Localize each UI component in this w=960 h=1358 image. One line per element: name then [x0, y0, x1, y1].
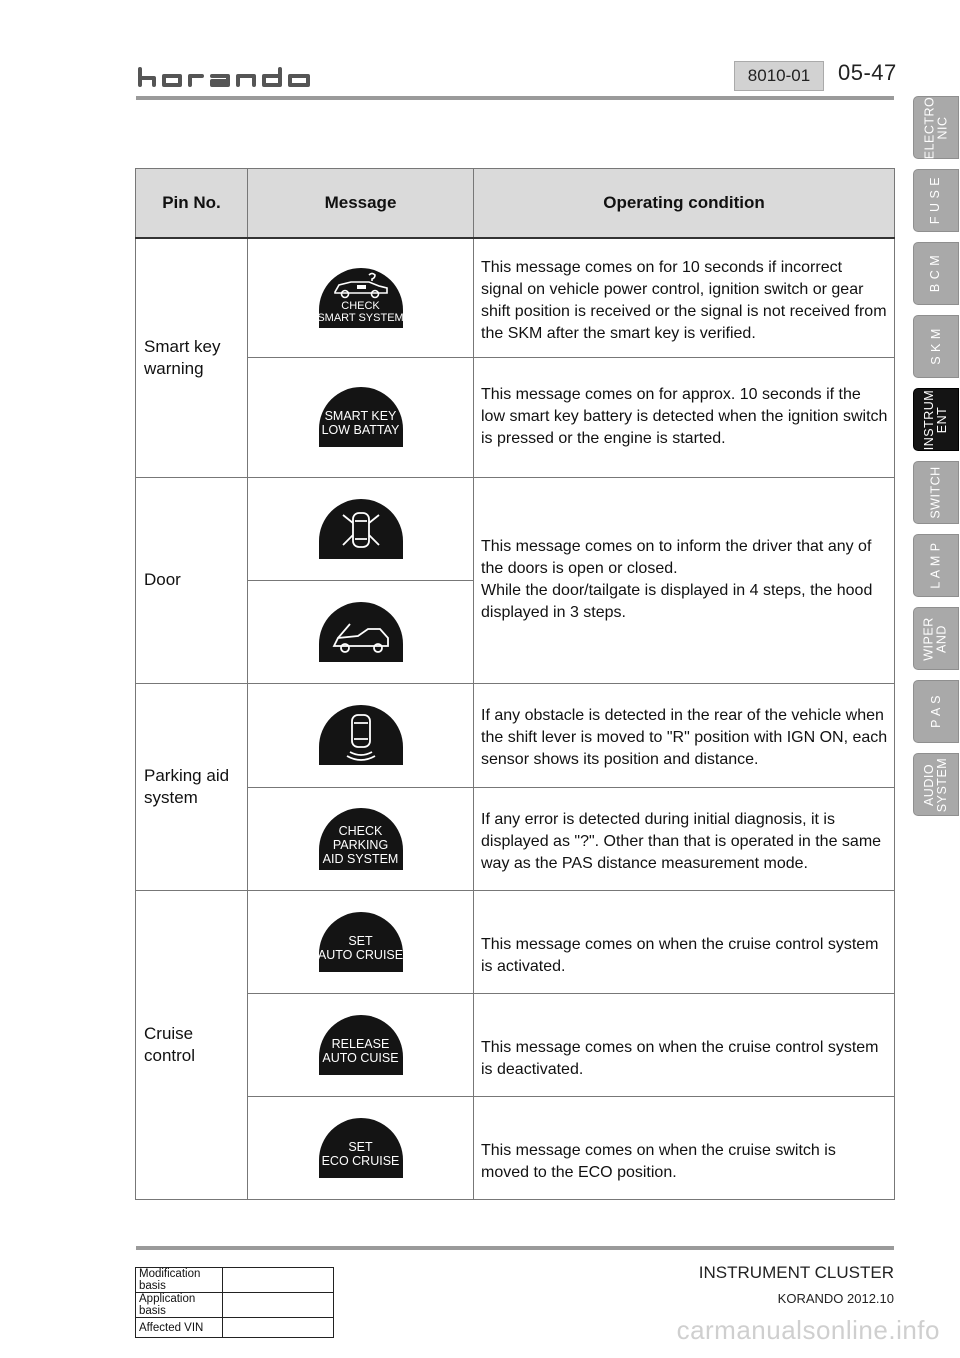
table-row [136, 1096, 895, 1199]
set-eco-cruise-badge: SET ECO CRUISE [319, 1118, 403, 1178]
door-open-car-icon [336, 507, 386, 553]
condition-text: This message comes on for approx. 10 seconds if the low smart key battery is detected when the ignition switch is pressed or the engine is started. [481, 386, 888, 447]
column-header: Operating condition [474, 169, 895, 239]
section-code: 8010-01 [734, 61, 824, 91]
column-header: Message [248, 169, 474, 239]
release-auto-cruise-badge: RELEASE AUTO CUISE [319, 1015, 403, 1075]
table-row [136, 890, 895, 993]
application-basis-label: Application basis [136, 1293, 223, 1318]
hood-open-car-icon [328, 620, 394, 656]
condition-text: This message comes on to inform the driver that any of the doors is open or closed. While the door/tailgate is displayed in 4 steps, the hood displayed in 3 steps. [481, 538, 873, 621]
condition-text: This message comes on when the cruise control system is deactivated. [481, 1038, 879, 1078]
parking-aid-badge [319, 705, 403, 765]
hood-open-badge [319, 602, 403, 662]
check-parking-aid-badge: CHECK PARKING AID SYSTEM [319, 808, 403, 870]
set-auto-cruise-badge: SET AUTO CRUISE [319, 912, 403, 972]
table-row [136, 993, 895, 1096]
table-row [136, 683, 895, 787]
tab-bcm[interactable]: B C M [913, 242, 959, 305]
condition-text: This message comes on for 10 seconds if incorrect signal on vehicle power control, ignition switch or gear shift position is received or the signal is not received from the SKM after the smart key is verified. [481, 258, 887, 342]
affected-vin-label: Affected VIN [136, 1318, 223, 1338]
parking-sensor-car-icon [336, 711, 386, 761]
pin-cell: Door [136, 477, 248, 683]
condition-text: This message comes on when the cruise control system is activated. [481, 935, 879, 975]
tab-switch[interactable]: SWITCH [913, 461, 959, 524]
table-row [136, 238, 895, 357]
tab-audio[interactable]: AUDIO SYSTEM [913, 753, 959, 816]
tab-skm[interactable]: S K M [913, 315, 959, 378]
smart-system-car-icon [329, 272, 393, 300]
modification-table [135, 1267, 334, 1338]
tab-fuse[interactable]: F U S E [913, 169, 959, 232]
model-date: KORANDO 2012.10 [777, 1291, 894, 1306]
tab-lamp[interactable]: L A M P [913, 534, 959, 597]
pin-cell: Smart key warning [136, 238, 248, 477]
page-number: 05-47 [838, 60, 897, 85]
table-header-row [136, 169, 895, 239]
header-divider [136, 96, 894, 100]
tab-electronic[interactable]: ELECTRO NIC [913, 96, 959, 159]
message-table [135, 168, 895, 1200]
tab-wiper[interactable]: WIPER AND [913, 607, 959, 670]
table-row [136, 357, 895, 477]
chapter-title: INSTRUMENT CLUSTER [698, 1263, 894, 1282]
condition-text: If any obstacle is detected in the rear of the vehicle when the shift lever is moved to "R" position with IGN ON, each sensor shows its position and distance. [481, 707, 888, 768]
korando-logo [136, 66, 316, 88]
tab-instrument[interactable]: INSTRUM ENT [913, 388, 959, 451]
footer-divider [136, 1246, 894, 1250]
table-row [136, 477, 895, 580]
condition-text: This message comes on when the cruise switch is moved to the ECO position. [481, 1141, 836, 1181]
table-row [136, 787, 895, 890]
column-header: Pin No. [136, 169, 248, 239]
smart-key-low-battery-badge: SMART KEY LOW BATTAY [319, 387, 403, 447]
pin-cell: Parking aid system [136, 683, 248, 890]
modification-basis-label: Modification basis [136, 1268, 223, 1293]
watermark: carmanualsonline.info [676, 1315, 940, 1345]
tab-pas[interactable]: P A S [913, 680, 959, 743]
condition-text: If any error is detected during initial diagnosis, it is displayed as "?". Other than that is operated in the same way as the PAS distance measurement mode. [481, 810, 882, 872]
check-smart-system-badge: CHECK SMART SYSTEM [319, 268, 403, 328]
door-open-badge [319, 499, 403, 559]
pin-cell: Cruise control [136, 890, 248, 1199]
